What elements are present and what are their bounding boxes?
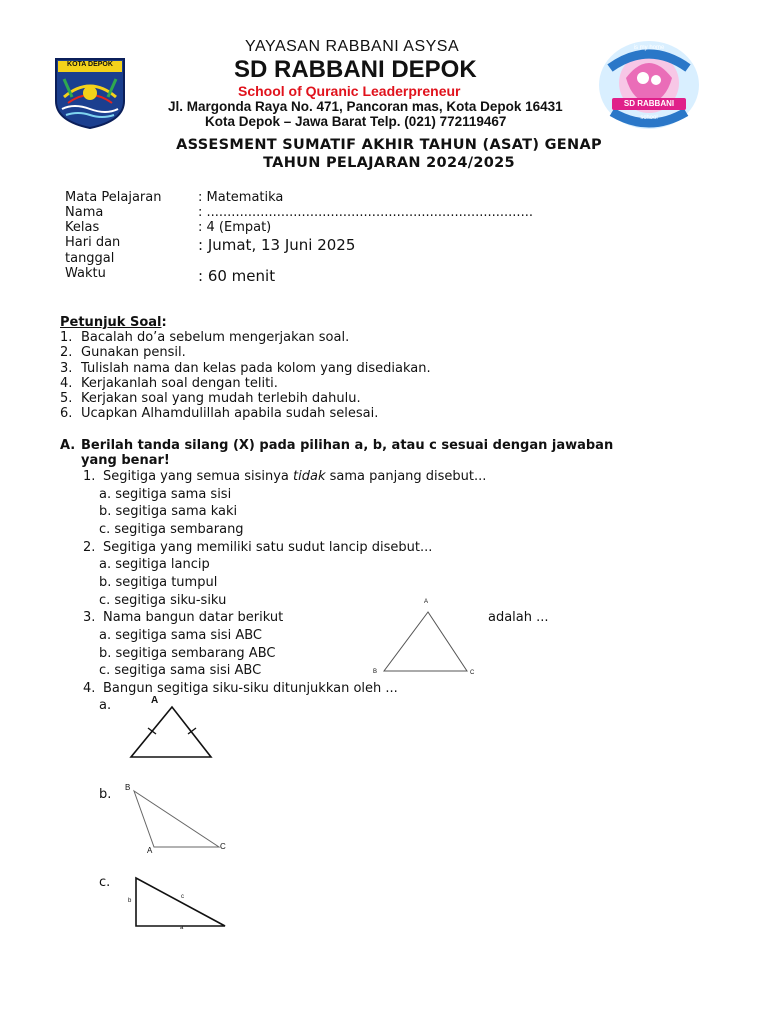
q3-option-b[interactable]: b. segitiga sembarang ABC bbox=[99, 646, 276, 661]
instruction-num: 6. bbox=[60, 406, 73, 422]
instruction-num: 5. bbox=[60, 391, 73, 407]
question-3-tail: adalah ... bbox=[488, 610, 549, 625]
info-label-class: Kelas bbox=[65, 220, 100, 235]
info-label-date-2: tanggal bbox=[65, 251, 115, 266]
question-text: Bangun segitiga siku-siku ditunjukkan oleh ... bbox=[103, 681, 398, 696]
instruction-item bbox=[60, 406, 431, 421]
instruction-item bbox=[60, 376, 431, 391]
instruction-num: 1. bbox=[60, 330, 73, 345]
q3-option-a[interactable]: a. segitiga sama sisi ABC bbox=[99, 628, 262, 643]
q2-option-b[interactable]: b. segitiga tumpul bbox=[99, 575, 218, 590]
question-number: 2. bbox=[83, 540, 96, 555]
school-address: Jl. Margonda Raya No. 471, Pancoran mas, Kota Depok 16431 bbox=[168, 99, 563, 114]
q4-fig-b-label-b: B bbox=[125, 783, 131, 792]
q4-option-a[interactable]: a. bbox=[99, 698, 112, 713]
exam-year: TAHUN PELAJARAN 2024/2025 bbox=[263, 155, 515, 171]
section-a-line2: yang benar! bbox=[81, 453, 170, 468]
q4-figure-b bbox=[124, 783, 232, 857]
question-emphasis: tidak bbox=[293, 469, 326, 484]
instruction-item bbox=[60, 345, 431, 360]
question-text: Segitiga yang semua sisinya bbox=[103, 469, 294, 484]
info-value-name[interactable]: : ............................................................................... bbox=[198, 205, 533, 220]
info-label-subject: Mata Pelajaran bbox=[65, 190, 162, 205]
city-logo bbox=[54, 57, 126, 129]
q4-fig-b-label-c: C bbox=[220, 842, 226, 851]
question-number: 1. bbox=[83, 469, 96, 484]
instruction-text: Tulislah nama dan kelas pada kolom yang disediakan. bbox=[81, 360, 431, 376]
question-2 bbox=[83, 540, 432, 555]
question-3 bbox=[83, 610, 283, 625]
question-text: Nama bangun datar berikut bbox=[103, 610, 284, 625]
q4-fig-c-label-c: c bbox=[181, 894, 184, 900]
info-label-name: Nama bbox=[65, 205, 104, 220]
instruction-num: 4. bbox=[60, 375, 73, 391]
info-value-subject: : Matematika bbox=[198, 190, 284, 205]
instruction-item bbox=[60, 330, 431, 345]
instructions-list bbox=[60, 330, 431, 422]
exam-title: ASSESMENT SUMATIF AKHIR TAHUN (ASAT) GENAP bbox=[176, 137, 602, 153]
q3-triangle-figure bbox=[370, 598, 480, 682]
school-logo-bottom-text: school bbox=[640, 115, 658, 121]
q4-figure-c bbox=[126, 874, 228, 934]
question-text-end: sama panjang disebut... bbox=[325, 469, 487, 484]
instruction-item bbox=[60, 391, 431, 406]
instruction-num: 2. bbox=[60, 345, 73, 361]
q4-fig-c-label-b: b bbox=[128, 898, 132, 904]
section-a-line1: Berilah tanda silang (X) pada pilihan a, b, atau c sesuai dengan jawaban bbox=[81, 438, 614, 453]
section-a-letter: A. bbox=[60, 438, 76, 453]
instructions-heading bbox=[60, 315, 167, 330]
school-name: SD RABBANI DEPOK bbox=[234, 56, 477, 83]
q2-option-c[interactable]: c. segitiga siku-siku bbox=[99, 593, 227, 608]
q4-fig-c-label-a: a bbox=[180, 925, 184, 931]
info-label-date: Hari dan bbox=[65, 235, 121, 250]
question-number: 3. bbox=[83, 610, 96, 625]
school-tagline: School of Quranic Leaderpreneur bbox=[238, 83, 461, 99]
q3-label-a: A bbox=[424, 599, 429, 605]
school-city-phone: Kota Depok – Jawa Barat Telp. (021) 772119467 bbox=[205, 114, 507, 129]
q3-label-c: C bbox=[470, 670, 475, 676]
q2-option-a[interactable]: a. segitiga lancip bbox=[99, 557, 210, 572]
q1-option-a[interactable]: a. segitiga sama sisi bbox=[99, 487, 232, 502]
info-value-date: : Jumat, 13 Juni 2025 bbox=[198, 236, 356, 254]
q1-option-b[interactable]: b. segitiga sama kaki bbox=[99, 504, 238, 519]
city-logo-text: KOTA DEPOK bbox=[67, 61, 113, 68]
q1-option-c[interactable]: c. segitiga sembarang bbox=[99, 522, 244, 537]
instruction-num: 3. bbox=[60, 360, 73, 376]
q3-label-b: B bbox=[373, 669, 378, 675]
q4-fig-b-label-a: A bbox=[147, 846, 153, 855]
instruction-item bbox=[60, 361, 431, 376]
info-value-time: : 60 menit bbox=[198, 267, 276, 285]
instructions-heading-colon: : bbox=[161, 315, 167, 330]
question-1 bbox=[83, 469, 486, 484]
instruction-text: Gunakan pensil. bbox=[81, 345, 186, 361]
school-logo-top-text: is my home bbox=[633, 45, 665, 51]
question-4 bbox=[83, 681, 398, 696]
info-value-class: : 4 (Empat) bbox=[198, 220, 272, 235]
instruction-text: Ucapkan Alhamdulillah apabila sudah selesai. bbox=[81, 406, 379, 422]
school-logo-mid-text: SD RABBANI bbox=[623, 99, 675, 108]
q3-option-c[interactable]: c. segitiga sama sisi ABC bbox=[99, 663, 262, 678]
instruction-text: Kerjakanlah soal dengan teliti. bbox=[81, 375, 278, 391]
instruction-text: Kerjakan soal yang mudah terlebih dahulu. bbox=[81, 391, 361, 407]
q4-figure-a bbox=[126, 697, 218, 761]
school-logo bbox=[596, 38, 702, 130]
question-number: 4. bbox=[83, 681, 96, 696]
q4-option-b[interactable]: b. bbox=[99, 787, 112, 802]
q4-option-c[interactable]: c. bbox=[99, 875, 111, 890]
question-text: Segitiga yang memiliki satu sudut lancip disebut... bbox=[103, 540, 433, 555]
info-label-time: Waktu bbox=[65, 266, 106, 281]
instruction-text: Bacalah do’a sebelum mengerjakan soal. bbox=[81, 330, 350, 345]
foundation-name: YAYASAN RABBANI ASYSA bbox=[245, 38, 460, 55]
q4-fig-a-label: A bbox=[151, 695, 159, 706]
instructions-heading-text: Petunjuk Soal bbox=[60, 315, 162, 330]
